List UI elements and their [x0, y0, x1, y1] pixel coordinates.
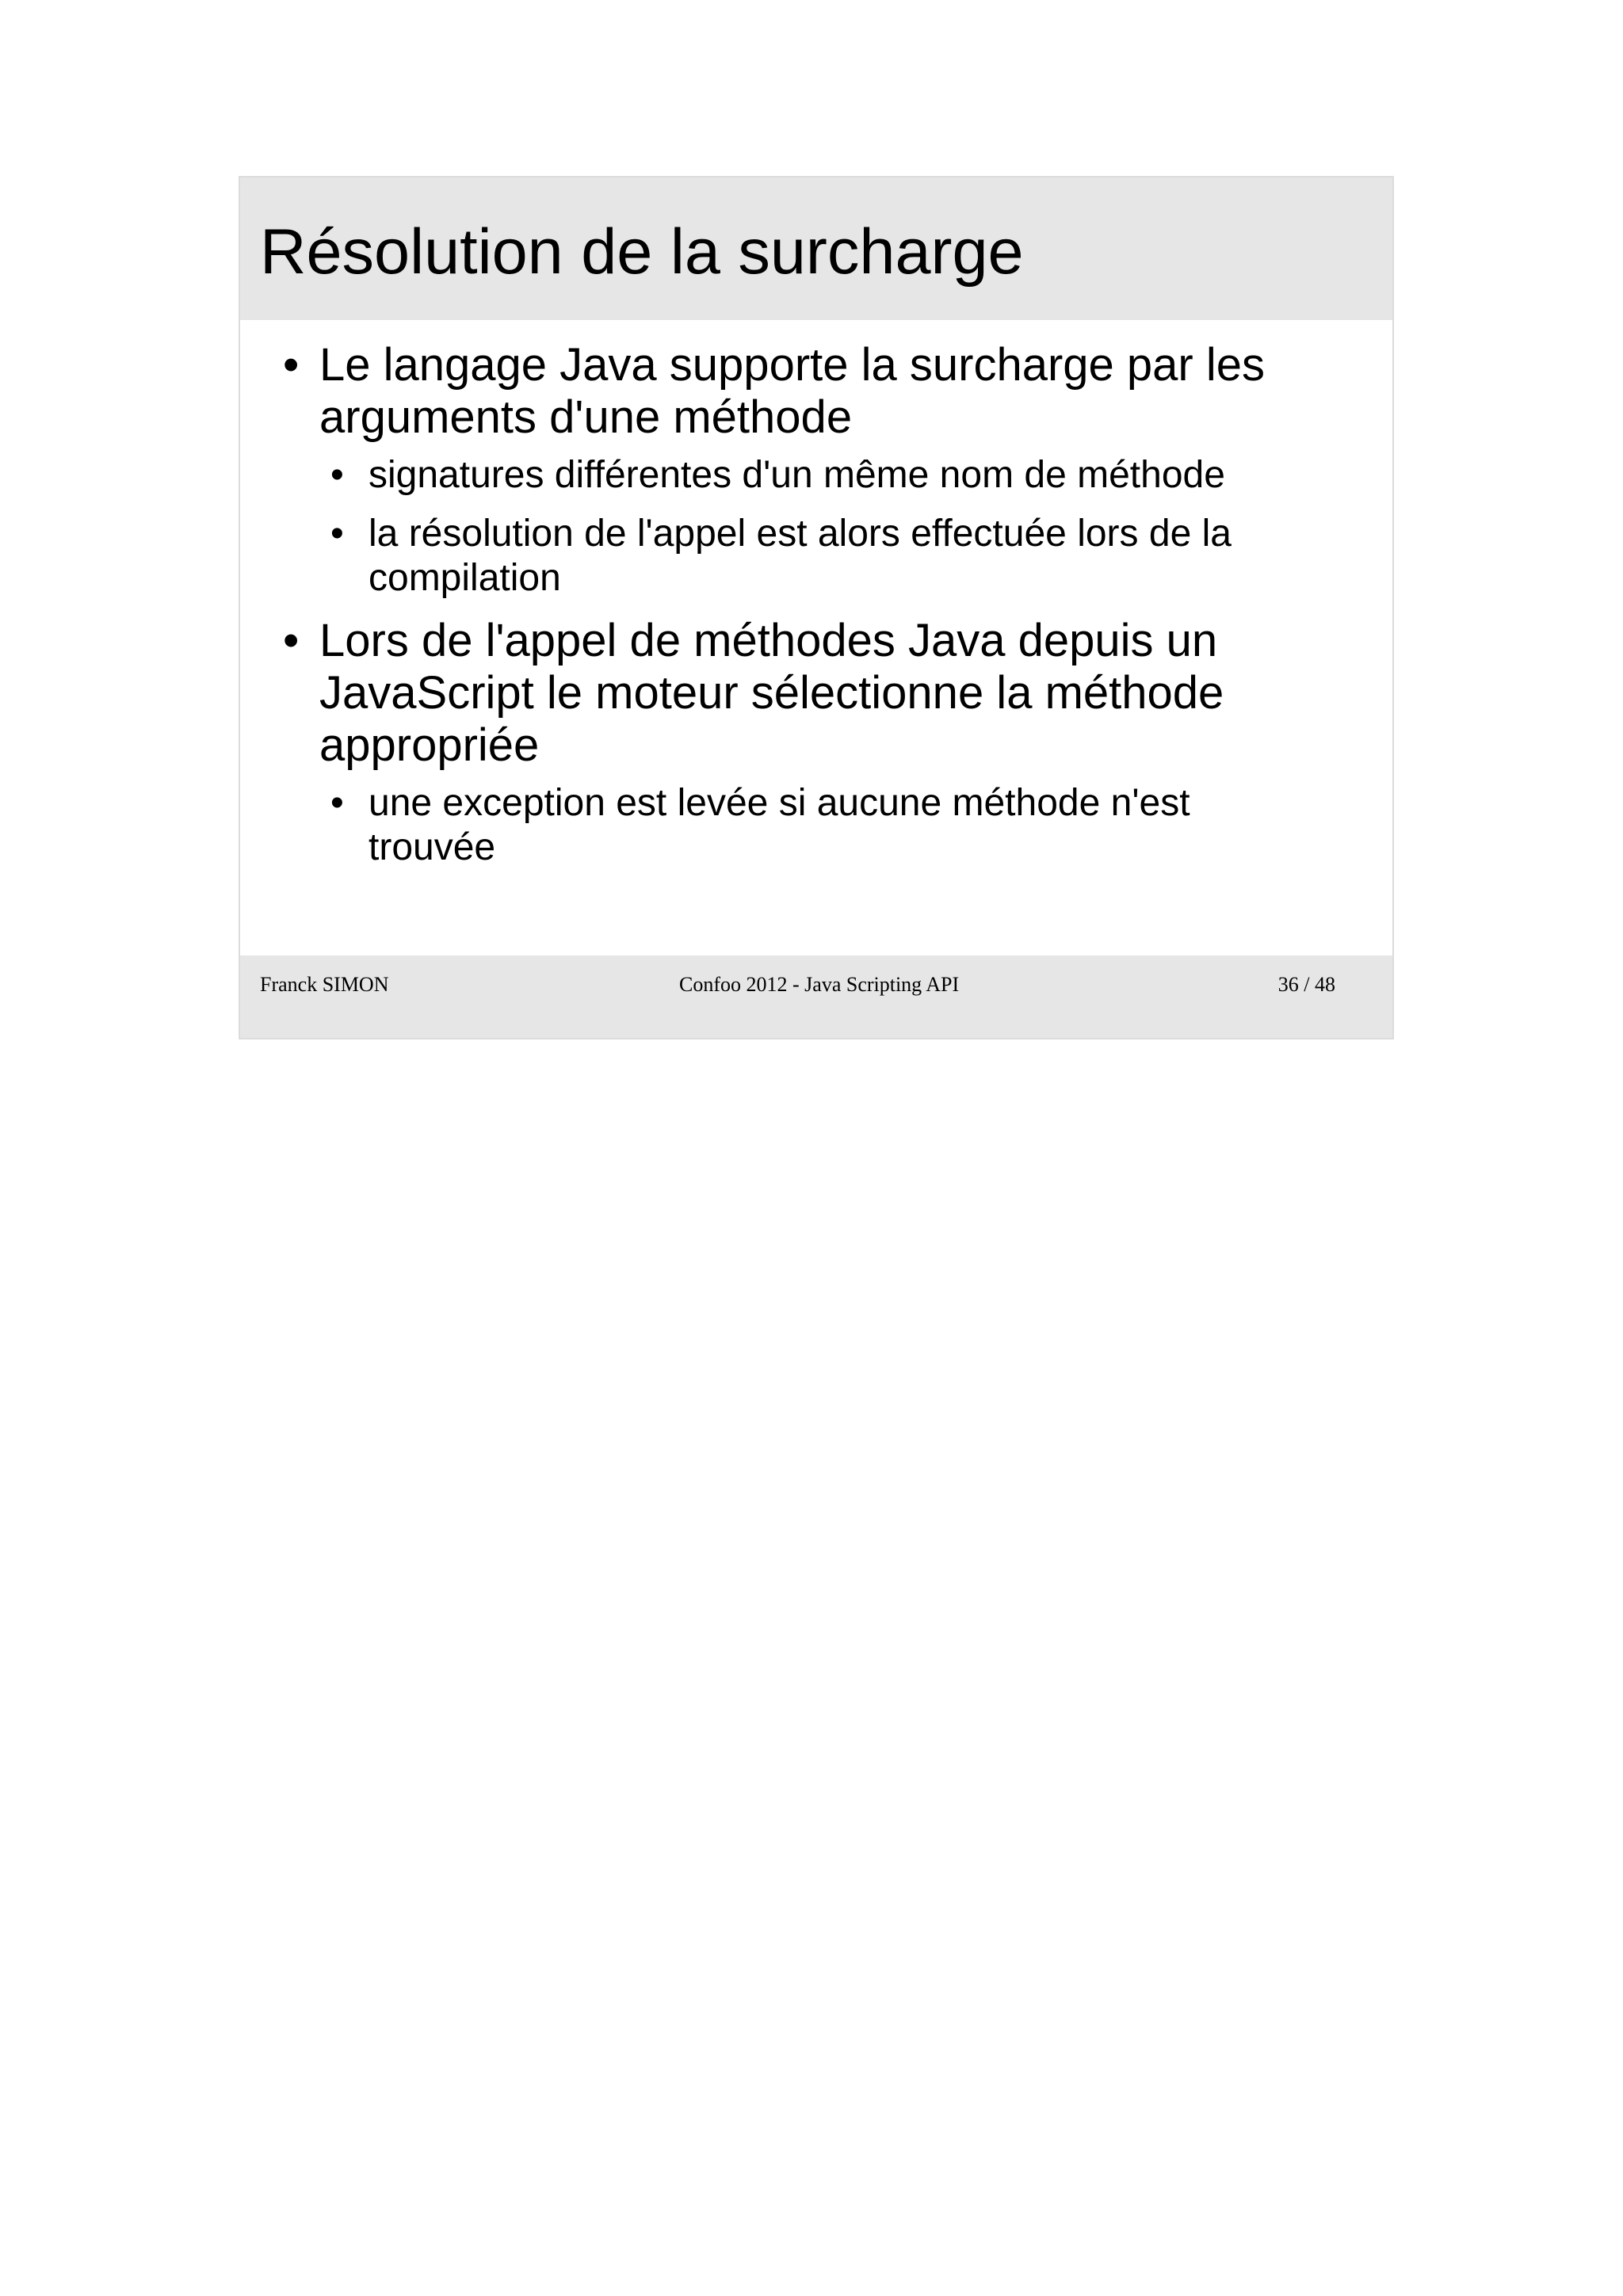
sub-bullet-marker: •	[330, 454, 344, 496]
sub-bullet-text: une exception est levée si aucune méthode n'est trouvée	[369, 782, 1190, 868]
sub-bullet-item	[319, 512, 1345, 601]
bullet-list	[240, 339, 1392, 884]
slide-body	[240, 320, 1392, 902]
bullet-text: Lors de l'appel de méthodes Java depuis un JavaScript le moteur sélectionne la méthode appropriée	[319, 615, 1224, 771]
sub-bullet-text: la résolution de l'appel est alors effectuée lors de la compilation	[369, 513, 1232, 599]
slide-footer	[240, 955, 1392, 1038]
bullet-marker: •	[283, 615, 300, 666]
sub-bullet-marker: •	[330, 782, 344, 824]
footer-author: Franck SIMON	[260, 973, 389, 996]
sub-bullet-item	[319, 781, 1345, 870]
bullet-text: Le langage Java supporte la surcharge par les arguments d'une méthode	[319, 339, 1265, 443]
sub-bullet-text: signatures différentes d'un même nom de méthode	[369, 454, 1225, 496]
sub-bullet-item	[319, 453, 1345, 498]
bullet-item	[240, 339, 1392, 601]
sub-bullet-list	[319, 781, 1345, 870]
footer-page-number: 36 / 48	[1277, 973, 1335, 996]
bullet-item	[240, 615, 1392, 870]
sub-bullet-list	[319, 453, 1345, 601]
slide-title: Résolution de la surcharge	[260, 216, 1024, 288]
bullet-marker: •	[283, 339, 300, 391]
footer-event: Confoo 2012 - Java Scripting API	[679, 973, 960, 996]
slide	[239, 176, 1394, 1039]
slide-header	[240, 177, 1392, 320]
sub-bullet-marker: •	[330, 513, 344, 555]
